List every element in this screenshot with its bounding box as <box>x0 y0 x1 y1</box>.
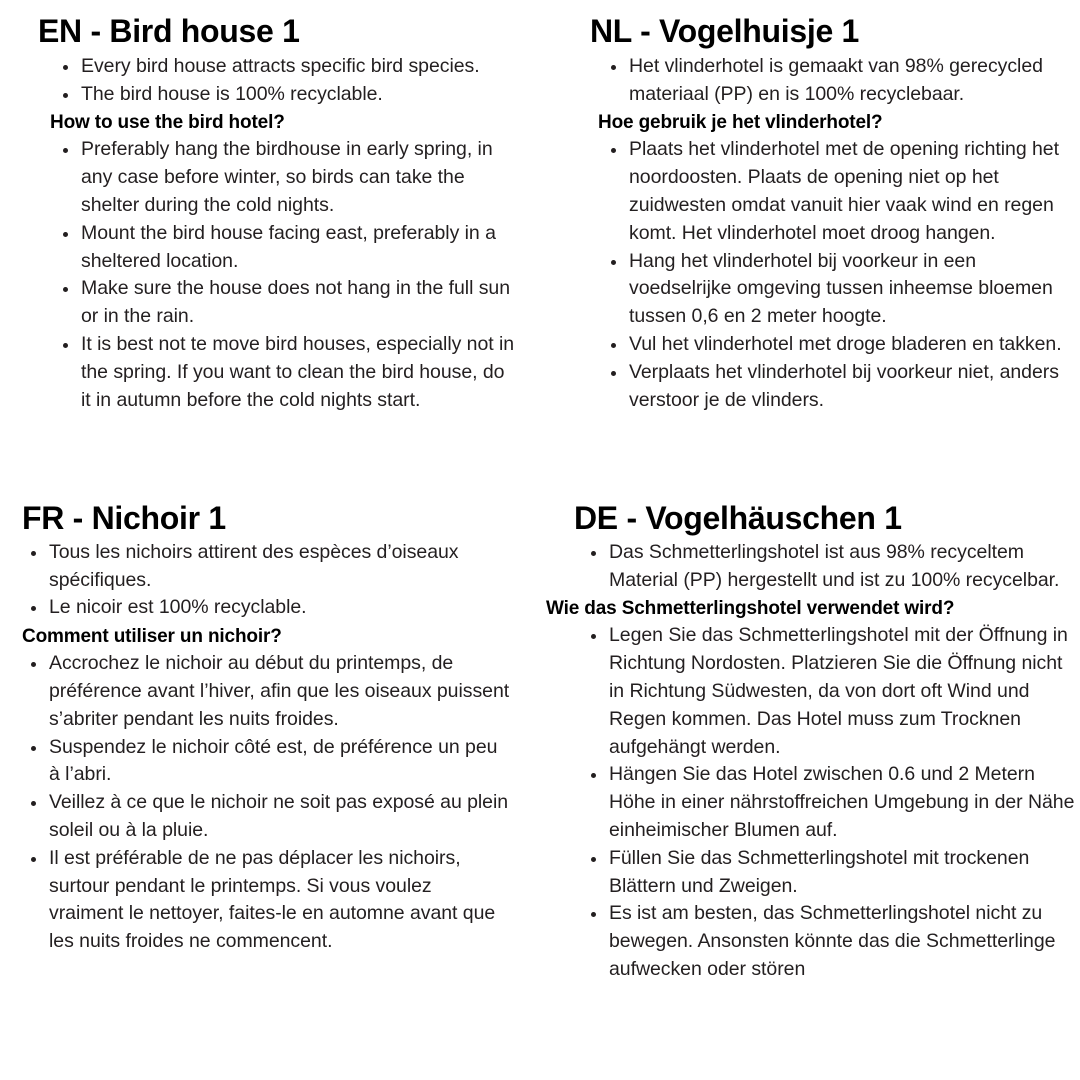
list-item: Veillez à ce que le nichoir ne soit pas exposé au plein soleil ou à la pluie. <box>24 789 510 845</box>
panel-nl <box>540 0 1080 495</box>
panel-de-intro-list <box>584 539 1076 595</box>
panel-en-subheading: How to use the bird hotel? <box>50 112 285 134</box>
panel-fr-subheading: Comment utiliser un nichoir? <box>22 626 282 648</box>
list-item: Het vlinderhotel is gemaakt van 98% gerecycled materiaal (PP) en is 100% recyclebaar. <box>604 53 1074 109</box>
list-item: Preferably hang the birdhouse in early spring, in any case before winter, so birds can take the shelter during the cold nights. <box>56 136 516 219</box>
panel-en-usage-list <box>56 136 516 414</box>
list-item: Hängen Sie das Hotel zwischen 0.6 und 2 Metern Höhe in einer nährstoffreichen Umgebung in der Nähe einheimischer Blumen auf. <box>584 761 1076 844</box>
panel-nl-subheading: Hoe gebruik je het vlinderhotel? <box>598 112 883 134</box>
list-item: Hang het vlinderhotel bij voorkeur in een voedselrijke omgeving tussen inheemse bloemen tussen 0,6 en 2 meter hoogte. <box>604 248 1074 331</box>
list-item: Das Schmetterlingshotel ist aus 98% recyceltem Material (PP) hergestellt und ist zu 100% recycelbar. <box>584 539 1076 595</box>
list-item: Il est préférable de ne pas déplacer les nichoirs, surtour pendant le printemps. Si vous voulez vraiment le nettoyer, faites-le en automne avant que les nuits froides ne commencent. <box>24 845 510 956</box>
panel-nl-usage-list <box>604 136 1074 414</box>
panel-nl-title: NL - Vogelhuisje 1 <box>590 13 860 49</box>
list-item: The bird house is 100% recyclable. <box>56 81 516 109</box>
list-item: Plaats het vlinderhotel met de opening richting het noordoosten. Plaats de opening niet op het zuidwesten omdat vanuit hier vaak wind en regen komt. Het vlinderhotel moet droog hangen. <box>604 136 1074 247</box>
panel-de-usage-list <box>584 622 1076 983</box>
list-item: Es ist am besten, das Schmetterlingshotel nicht zu bewegen. Ansonsten könnte das die Schmetterlinge aufwecken oder stören <box>584 900 1076 983</box>
list-item: It is best not te move bird houses, especially not in the spring. If you want to clean the bird house, do it in autumn before the cold nights start. <box>56 331 516 414</box>
panel-fr <box>0 495 540 1080</box>
list-item: Mount the bird house facing east, preferably in a sheltered location. <box>56 220 516 276</box>
panel-de <box>540 495 1080 1080</box>
list-item: Every bird house attracts specific bird species. <box>56 53 516 81</box>
list-item: Füllen Sie das Schmetterlingshotel mit trockenen Blättern und Zweigen. <box>584 845 1076 901</box>
list-item: Verplaats het vlinderhotel bij voorkeur niet, anders verstoor je de vlinders. <box>604 359 1074 415</box>
list-item: Vul het vlinderhotel met droge bladeren en takken. <box>604 331 1074 359</box>
panel-en <box>0 0 540 495</box>
panel-en-title: EN - Bird house 1 <box>38 13 300 49</box>
list-item: Suspendez le nichoir côté est, de préférence un peu à l’abri. <box>24 734 510 790</box>
panel-en-intro-list <box>56 53 516 109</box>
list-item: Legen Sie das Schmetterlingshotel mit der Öffnung in Richtung Nordosten. Platzieren Sie die Öffnung nicht in Richtung Südwesten, da von dort oft Wind und Regen kommen. Das Hotel muss zum Trocknen aufgehängt werden. <box>584 622 1076 761</box>
list-item: Tous les nichoirs attirent des espèces d’oiseaux spécifiques. <box>24 539 510 595</box>
panel-fr-intro-list <box>24 539 510 622</box>
panel-fr-usage-list <box>24 650 510 956</box>
list-item: Le nicoir est 100% recyclable. <box>24 594 510 622</box>
list-item: Make sure the house does not hang in the full sun or in the rain. <box>56 275 516 331</box>
panel-de-subheading: Wie das Schmetterlingshotel verwendet wird? <box>546 598 955 620</box>
panel-nl-intro-list <box>604 53 1074 109</box>
panel-fr-title: FR - Nichoir 1 <box>22 500 226 536</box>
list-item: Accrochez le nichoir au début du printemps, de préférence avant l’hiver, afin que les oiseaux puissent s’abriter pendant les nuits froides. <box>24 650 510 733</box>
panel-de-title: DE - Vogelhäuschen 1 <box>574 500 902 536</box>
